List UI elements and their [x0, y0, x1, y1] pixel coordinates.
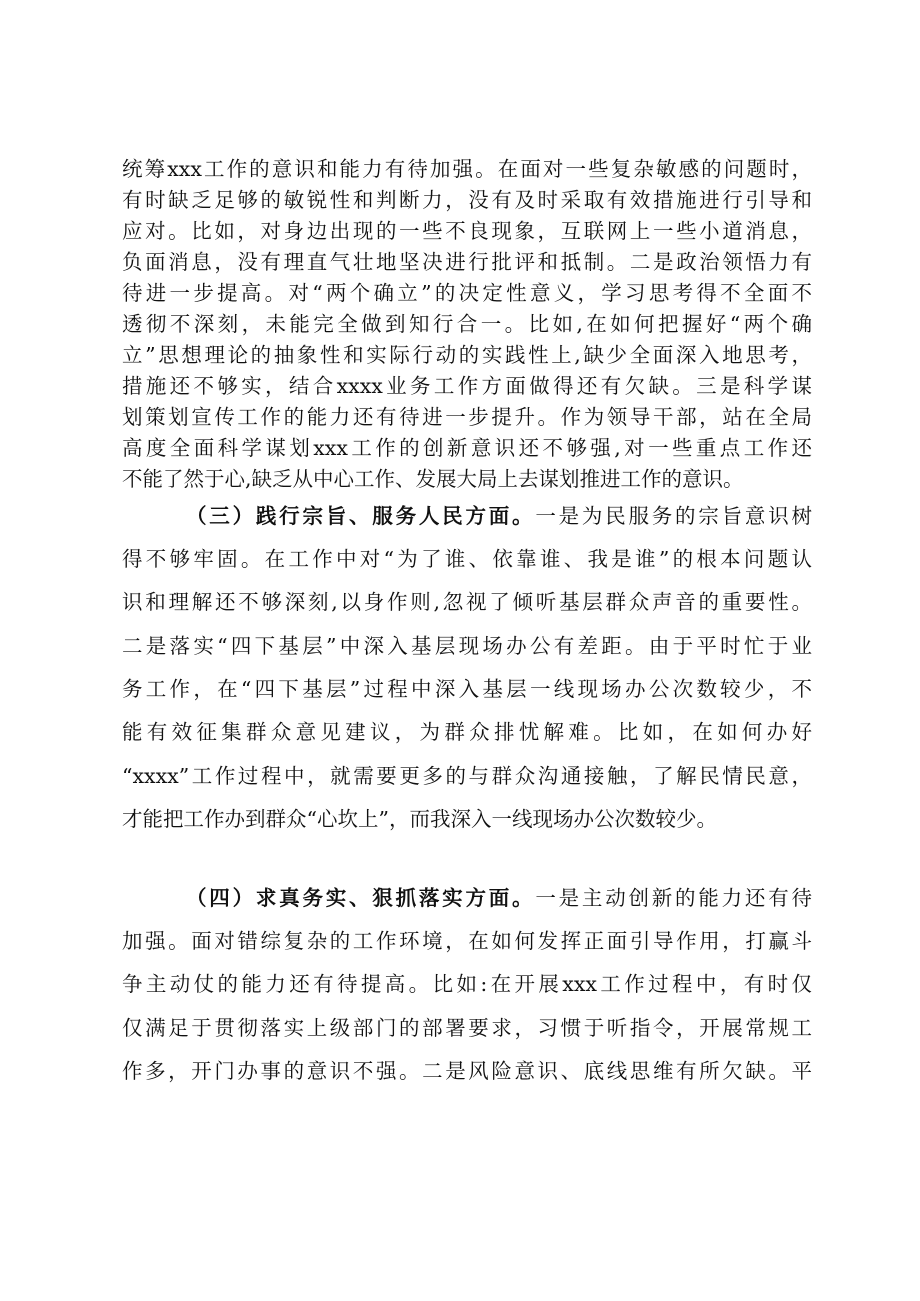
text-line: 才能把工作办到群众“心坎上”，而我深入一线现场办公次数较少。 [122, 807, 717, 831]
paragraph-first-line [122, 496, 812, 536]
heading-followup-text: 一是主动创新的能力还有待 [535, 886, 812, 910]
text-line: 立”思想理论的抽象性和实际行动的实践性上,缺少全面深入地思考， [122, 343, 812, 367]
text-line: 能有效征集群众意见建议，为群众排忧解难。比如，在如何办好 [122, 720, 812, 744]
paragraph-first-line [122, 878, 812, 918]
text-line: 统筹xxx工作的意识和能力有待加强。在面对一些复杂敏感的问题时， [122, 157, 812, 181]
text-line: 待进一步提高。对“两个确立”的决定性意义，学习思考得不全面不 [122, 281, 812, 305]
section-heading: （四）求真务实、狠抓落实方面。 [186, 886, 536, 910]
text-line: 负面消息，没有理直气壮地坚决进行批评和抵制。二是政治领悟力有 [122, 250, 812, 274]
heading-followup-text: 一是为民服务的宗旨意识树 [535, 504, 812, 528]
text-line: 有时缺乏足够的敏锐性和判断力，没有及时采取有效措施进行引导和 [122, 188, 812, 212]
text-line: “xxxx”工作过程中，就需要更多的与群众沟通接触，了解民情民意， [122, 764, 812, 788]
text-line: 措施还不够实，结合xxxx业务工作方面做得还有欠缺。三是科学谋 [122, 374, 812, 398]
section-heading: （三）践行宗旨、服务人民方面。 [186, 504, 536, 528]
text-line: 应对。比如，对身边出现的一些不良现象，互联网上一些小道消息， [122, 219, 812, 243]
text-line: 二是落实“四下基层”中深入基层现场办公有差距。由于平时忙于业 [122, 634, 812, 658]
text-line: 识和理解还不够深刻,以身作则,忽视了倾听基层群众声音的重要性。 [122, 590, 812, 614]
text-line: 不能了然于心,缺乏从中心工作、发展大局上去谋划推进工作的意识。 [122, 467, 744, 491]
text-line: 仅满足于贯彻落实上级部门的部署要求，习惯于听指令，开展常规工 [122, 1016, 812, 1040]
text-line: 务工作，在“四下基层”过程中深入基层一线现场办公次数较少，不 [122, 677, 812, 701]
text-line: 高度全面科学谋划xxx工作的创新意识还不够强,对一些重点工作还 [122, 436, 812, 460]
text-line: 划策划宣传工作的能力还有待进一步提升。作为领导干部，站在全局 [122, 405, 812, 429]
text-line: 争主动仗的能力还有待提高。比如:在开展xxx工作过程中，有时仅 [122, 972, 812, 996]
text-line: 透彻不深刻，未能完全做到知行合一。比如,在如何把握好“两个确 [122, 312, 812, 336]
text-line: 得不够牢固。在工作中对“为了谁、依靠谁、我是谁”的根本问题认 [122, 547, 812, 571]
text-line: 加强。面对错综复杂的工作环境，在如何发挥正面引导作用，打赢斗 [122, 929, 812, 953]
text-line: 作多，开门办事的意识不强。二是风险意识、底线思维有所欠缺。平 [122, 1059, 812, 1083]
